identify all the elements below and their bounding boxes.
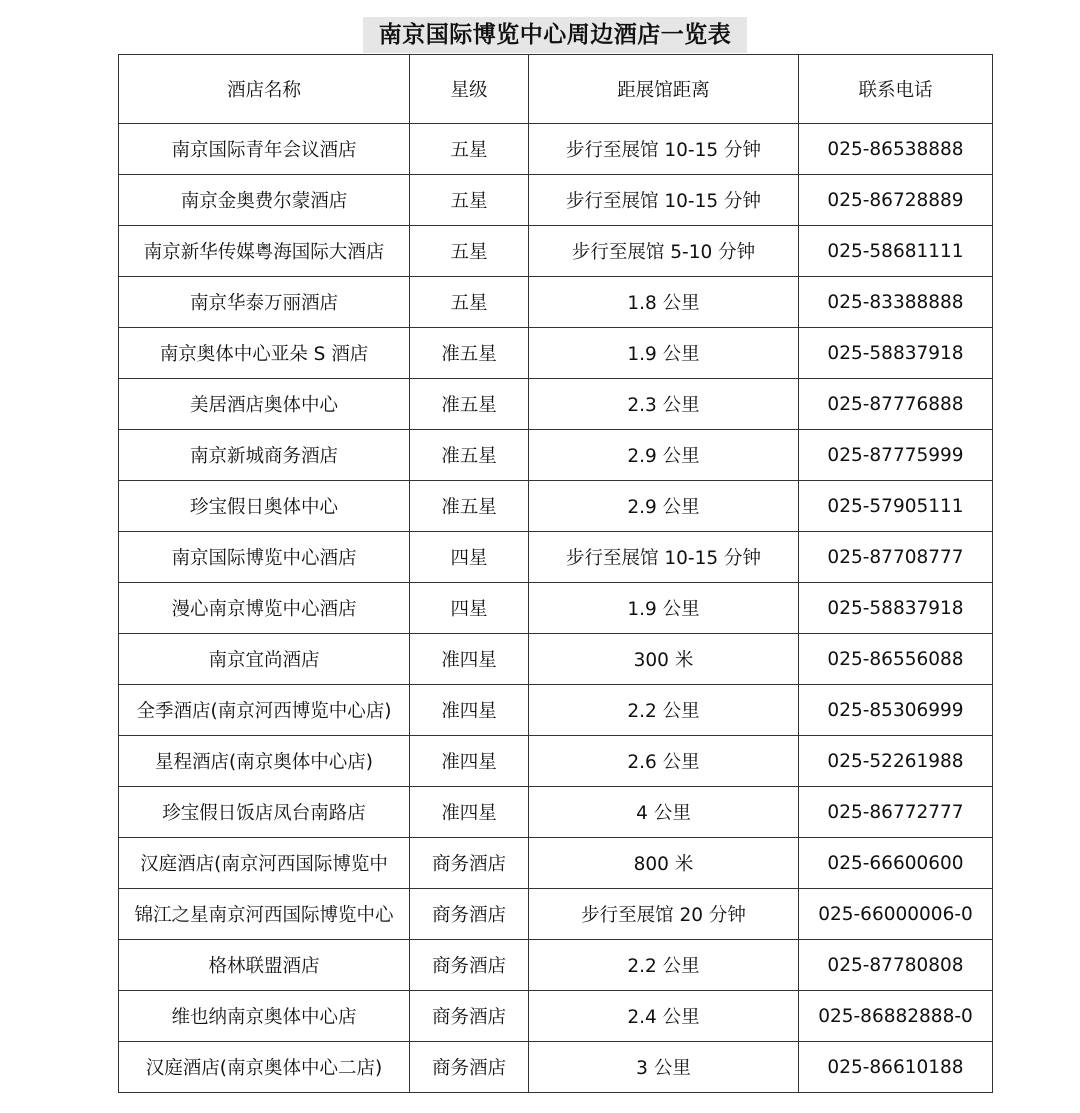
table-row [119,430,993,481]
hotel-name-cell: 南京金奥费尔蒙酒店 [119,175,410,226]
table-row [119,226,993,277]
table-row [119,787,993,838]
phone-cell: 025-87780808 [799,940,993,991]
star-rating-cell: 准四星 [410,685,529,736]
table-row [119,379,993,430]
hotel-name-cell: 美居酒店奥体中心 [119,379,410,430]
hotel-name-cell: 南京新华传媒粤海国际大酒店 [119,226,410,277]
table-row [119,736,993,787]
star-rating-cell: 商务酒店 [410,838,529,889]
distance-cell: 步行至展馆 5-10 分钟 [529,226,799,277]
table-row [119,124,993,175]
phone-cell: 025-58837918 [799,328,993,379]
star-rating-cell: 准四星 [410,736,529,787]
hotel-name-cell: 全季酒店(南京河西博览中心店) [119,685,410,736]
distance-cell: 800 米 [529,838,799,889]
table-row [119,1042,993,1093]
distance-cell: 步行至展馆 10-15 分钟 [529,175,799,226]
page-title: 南京国际博览中心周边酒店一览表 [363,17,747,53]
star-rating-cell: 商务酒店 [410,889,529,940]
hotel-name-cell: 南京奥体中心亚朵 S 酒店 [119,328,410,379]
hotel-name-cell: 珍宝假日奥体中心 [119,481,410,532]
hotel-name-cell: 汉庭酒店(南京河西国际博览中 [119,838,410,889]
table-row [119,838,993,889]
phone-cell: 025-83388888 [799,277,993,328]
column-header-name: 酒店名称 [119,55,410,124]
phone-cell: 025-86556088 [799,634,993,685]
distance-cell: 2.2 公里 [529,940,799,991]
hotel-name-cell: 南京宜尚酒店 [119,634,410,685]
hotel-name-cell: 汉庭酒店(南京奥体中心二店) [119,1042,410,1093]
phone-cell: 025-66600600 [799,838,993,889]
star-rating-cell: 商务酒店 [410,940,529,991]
phone-cell: 025-86882888-0 [799,991,993,1042]
column-header-phone: 联系电话 [799,55,993,124]
hotel-name-cell: 南京国际博览中心酒店 [119,532,410,583]
table-row [119,583,993,634]
star-rating-cell: 准四星 [410,634,529,685]
column-header-rating: 星级 [410,55,529,124]
distance-cell: 步行至展馆 20 分钟 [529,889,799,940]
phone-cell: 025-86538888 [799,124,993,175]
star-rating-cell: 准四星 [410,787,529,838]
phone-cell: 025-85306999 [799,685,993,736]
distance-cell: 2.9 公里 [529,481,799,532]
distance-cell: 步行至展馆 10-15 分钟 [529,532,799,583]
distance-cell: 4 公里 [529,787,799,838]
distance-cell: 2.3 公里 [529,379,799,430]
star-rating-cell: 五星 [410,175,529,226]
phone-cell: 025-87776888 [799,379,993,430]
hotel-name-cell: 格林联盟酒店 [119,940,410,991]
table-row [119,532,993,583]
table-row [119,328,993,379]
column-header-distance: 距展馆距离 [529,55,799,124]
phone-cell: 025-86610188 [799,1042,993,1093]
hotel-name-cell: 珍宝假日饭店凤台南路店 [119,787,410,838]
hotel-name-cell: 维也纳南京奥体中心店 [119,991,410,1042]
phone-cell: 025-87708777 [799,532,993,583]
hotel-name-cell: 漫心南京博览中心酒店 [119,583,410,634]
distance-cell: 1.8 公里 [529,277,799,328]
star-rating-cell: 准五星 [410,481,529,532]
distance-cell: 300 米 [529,634,799,685]
distance-cell: 1.9 公里 [529,583,799,634]
table-row [119,175,993,226]
hotel-name-cell: 南京华泰万丽酒店 [119,277,410,328]
table-row [119,685,993,736]
star-rating-cell: 准五星 [410,328,529,379]
star-rating-cell: 准五星 [410,379,529,430]
hotel-table [118,54,993,1093]
table-row [119,277,993,328]
table-row [119,940,993,991]
star-rating-cell: 商务酒店 [410,991,529,1042]
star-rating-cell: 四星 [410,583,529,634]
distance-cell: 1.9 公里 [529,328,799,379]
star-rating-cell: 五星 [410,124,529,175]
hotel-name-cell: 锦江之星南京河西国际博览中心 [119,889,410,940]
distance-cell: 3 公里 [529,1042,799,1093]
distance-cell: 2.2 公里 [529,685,799,736]
phone-cell: 025-52261988 [799,736,993,787]
hotel-name-cell: 南京国际青年会议酒店 [119,124,410,175]
star-rating-cell: 准五星 [410,430,529,481]
phone-cell: 025-58681111 [799,226,993,277]
phone-cell: 025-57905111 [799,481,993,532]
distance-cell: 2.4 公里 [529,991,799,1042]
table-row [119,634,993,685]
star-rating-cell: 五星 [410,226,529,277]
distance-cell: 2.9 公里 [529,430,799,481]
table-row [119,481,993,532]
table-row [119,889,993,940]
phone-cell: 025-87775999 [799,430,993,481]
star-rating-cell: 商务酒店 [410,1042,529,1093]
distance-cell: 2.6 公里 [529,736,799,787]
phone-cell: 025-66000006-0 [799,889,993,940]
table-row [119,991,993,1042]
star-rating-cell: 五星 [410,277,529,328]
phone-cell: 025-58837918 [799,583,993,634]
hotel-name-cell: 南京新城商务酒店 [119,430,410,481]
phone-cell: 025-86772777 [799,787,993,838]
hotel-name-cell: 星程酒店(南京奥体中心店) [119,736,410,787]
star-rating-cell: 四星 [410,532,529,583]
table-header-row [119,55,993,124]
distance-cell: 步行至展馆 10-15 分钟 [529,124,799,175]
phone-cell: 025-86728889 [799,175,993,226]
